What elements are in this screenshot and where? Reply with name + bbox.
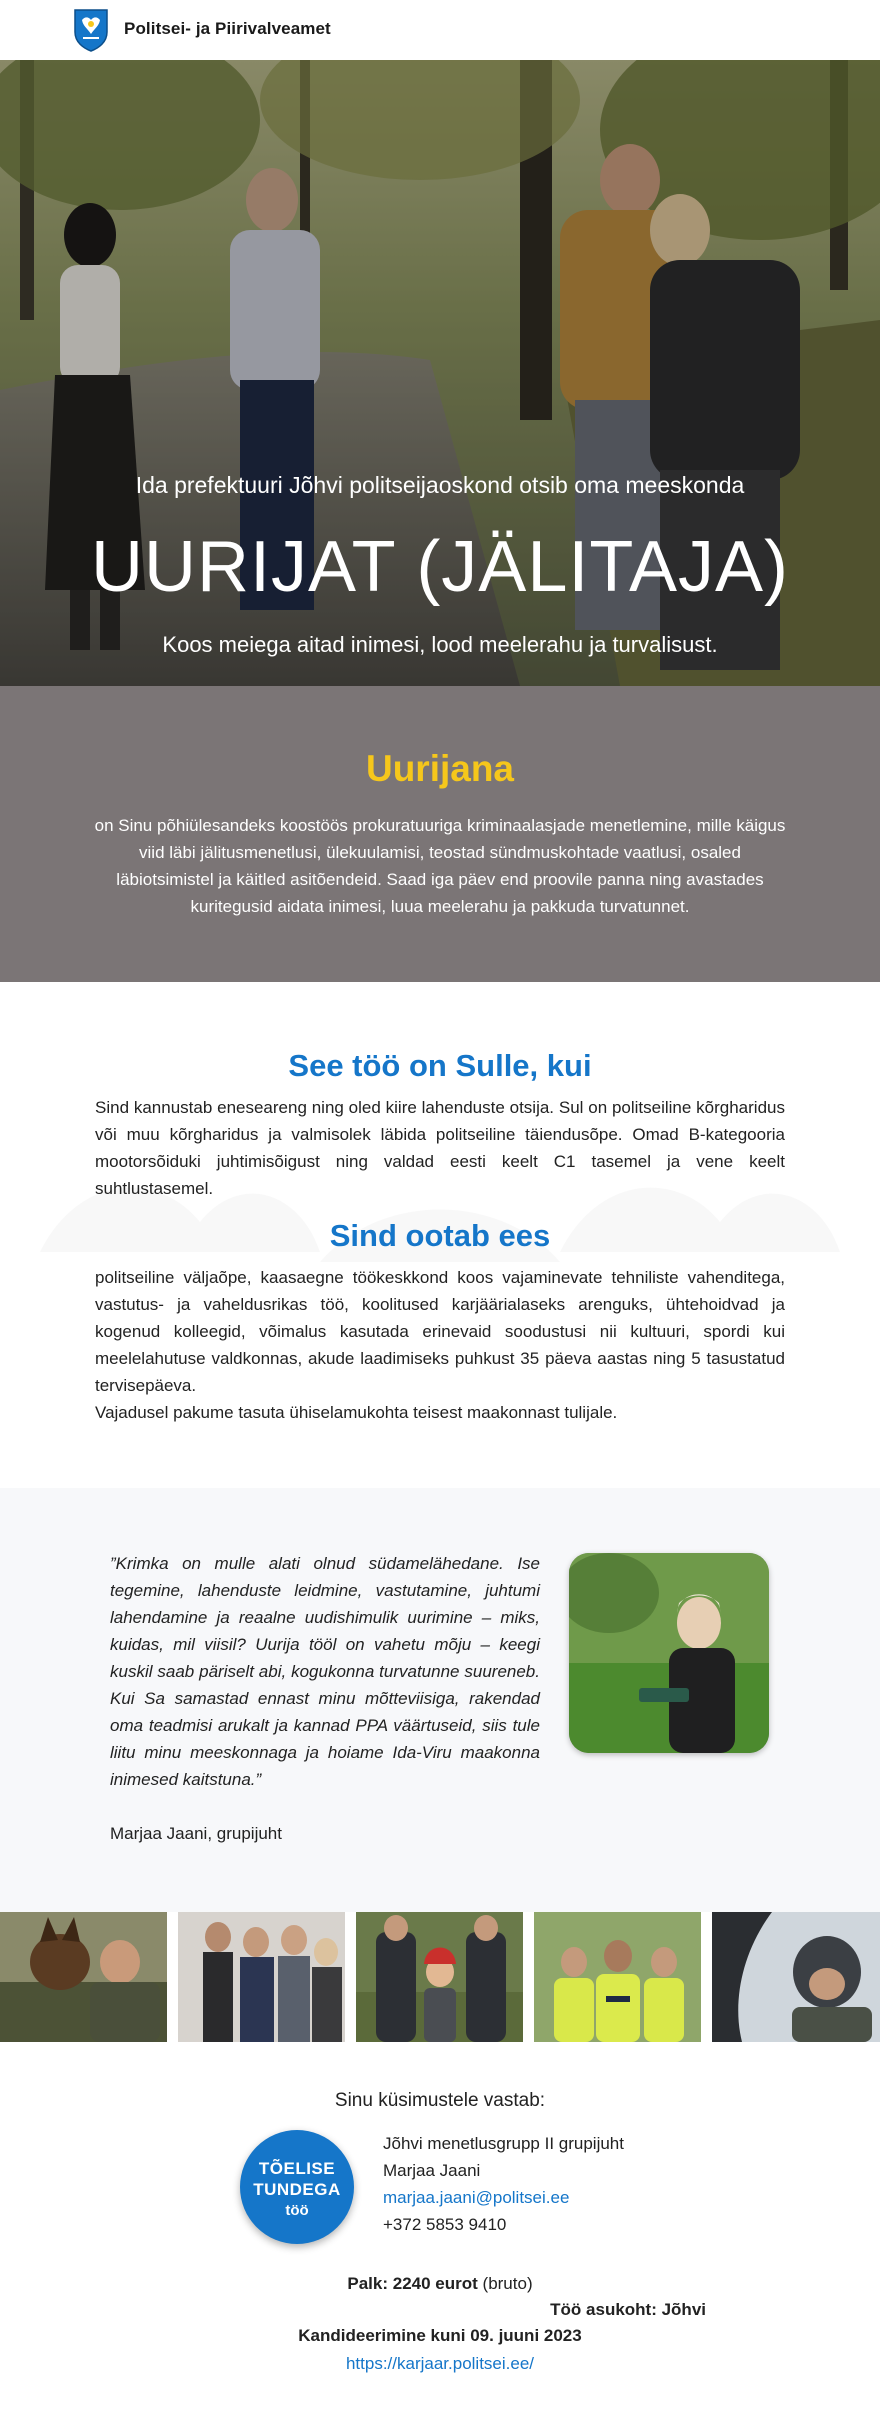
benefits-extra: Vajadusel pakume tasuta ühiselamukohta teisest maakonnast tulijale. (95, 1403, 618, 1422)
photo-team-group (178, 1912, 345, 2042)
requirements-title: See töö on Sulle, kui (288, 1048, 592, 1083)
contact-phone: +372 5853 9410 (383, 2215, 507, 2234)
badge-line-2: TUNDEGA (253, 2180, 341, 2199)
benefits-title: Sind ootab ees (329, 1218, 551, 1253)
org-name[interactable]: Politsei- ja Piirivalveamet (124, 19, 331, 38)
testimonial-quote: ”Krimka on mulle alati olnud südamelähedane. Ise tegemine, lahenduste leidmine, vastutamine, juhtumi lahendamine ja reaalne uudishimulik uurimine – miks, kuidas, mil viisil? Uurija tööl on vahetu mõju – keegi kuskil saab päriselt abi, kogukonna turvatunne suureneb. Kui Sa samastad ennast minu mõtteviisiga, rakendad oma teadmisi arukalt ja kannad PPA väärtuseid, siis tule liitu minu meeskonnaga ja hoiame Ida-Viru maakonna inimesed kaitstuna.” (110, 1554, 540, 1789)
benefits-text: politseiline väljaõpe, kaasaegne töökeskkond koos vajaminevate tehniliste vahenditega, vastutus- ja vaheldusrikas töö, koolitused karjäärialaseks arenguks, ühtehoidvad ja kogenud kolleegid, võimalus kasutada erinevaid soodustusi nii kultuuri, spordi kui meelelahutuse valdkonnas, akude laadimiseks puhkust 35 päeva aastas ning 5 tasustatud tervisepäeva. (95, 1268, 785, 1395)
testimonial-photo (569, 1553, 769, 1753)
photo-patrol-officers (534, 1912, 701, 2042)
badge-line-3: töö (285, 2202, 309, 2219)
job-location: Töö asukoht: Jõhvi (550, 2300, 706, 2319)
contact-position: Jõhvi menetlusgrupp II grupijuht (383, 2134, 624, 2153)
police-logo-icon[interactable] (73, 8, 109, 52)
badge-line-1: TÕELISE (258, 2159, 336, 2178)
salary-amount: Palk: 2240 eurot (347, 2274, 478, 2293)
requirements-text: Sind kannustab eneseareng ning oled kiire lahenduste otsija. Sul on politseiline kõrgharidus või muu kõrgharidus ja valmisolek läbida politseiline täiendusõpe. Omad B-kategooria mootorsõiduki juhtimisõigust ning valdad eesti keelt C1 tasemel ja vene keelt suhtlustasemel. (95, 1098, 785, 1198)
role-title: Uurijana (365, 748, 515, 789)
photo-dog-handler (0, 1912, 167, 2042)
testimonial-section (0, 1488, 880, 1912)
hero-subtitle: Ida prefektuuri Jõhvi politseijaoskond otsib oma meeskonda (135, 472, 745, 498)
photo-helicopter-pilot (712, 1912, 880, 2042)
application-deadline: Kandideerimine kuni 09. juuni 2023 (298, 2326, 582, 2345)
job-title: UURIJAT (JÄLITAJA) (90, 527, 790, 607)
photo-officers-child (356, 1912, 523, 2042)
contact-heading: Sinu küsimustele vastab: (334, 2090, 546, 2111)
details-section (0, 982, 880, 1488)
role-section (0, 686, 880, 982)
campaign-badge-icon (240, 2130, 354, 2244)
careers-link[interactable]: https://karjaar.politsei.ee/ (345, 2354, 535, 2373)
testimonial-author: Marjaa Jaani, grupijuht (110, 1824, 282, 1843)
role-text: on Sinu põhiülesandeks koostöös prokuratuuriga kriminaalasjade menetlemine, mille käigus viid läbi jälitusmenetlusi, ülekuulamisi, teostad sündmuskohtade vaatlusi, osaled läbiotsimistel ja käitled asitõendeid. Saad iga päev end proovile panna ning avastades kuritegusid aidata inimesi, luua meelerahu ja pakkuda turvatunnet. (94, 816, 786, 916)
salary-note: (bruto) (482, 2274, 533, 2293)
salary-info (0, 2274, 880, 2294)
hero-tagline: Koos meiega aitad inimesi, lood meelerahu ja turvalisust. (162, 632, 718, 657)
contact-email-link[interactable]: marjaa.jaani@politsei.ee (383, 2188, 570, 2207)
hero-banner (0, 60, 880, 686)
photo-strip (0, 1912, 880, 2042)
site-header (0, 0, 880, 60)
contact-name: Marjaa Jaani (383, 2161, 481, 2180)
